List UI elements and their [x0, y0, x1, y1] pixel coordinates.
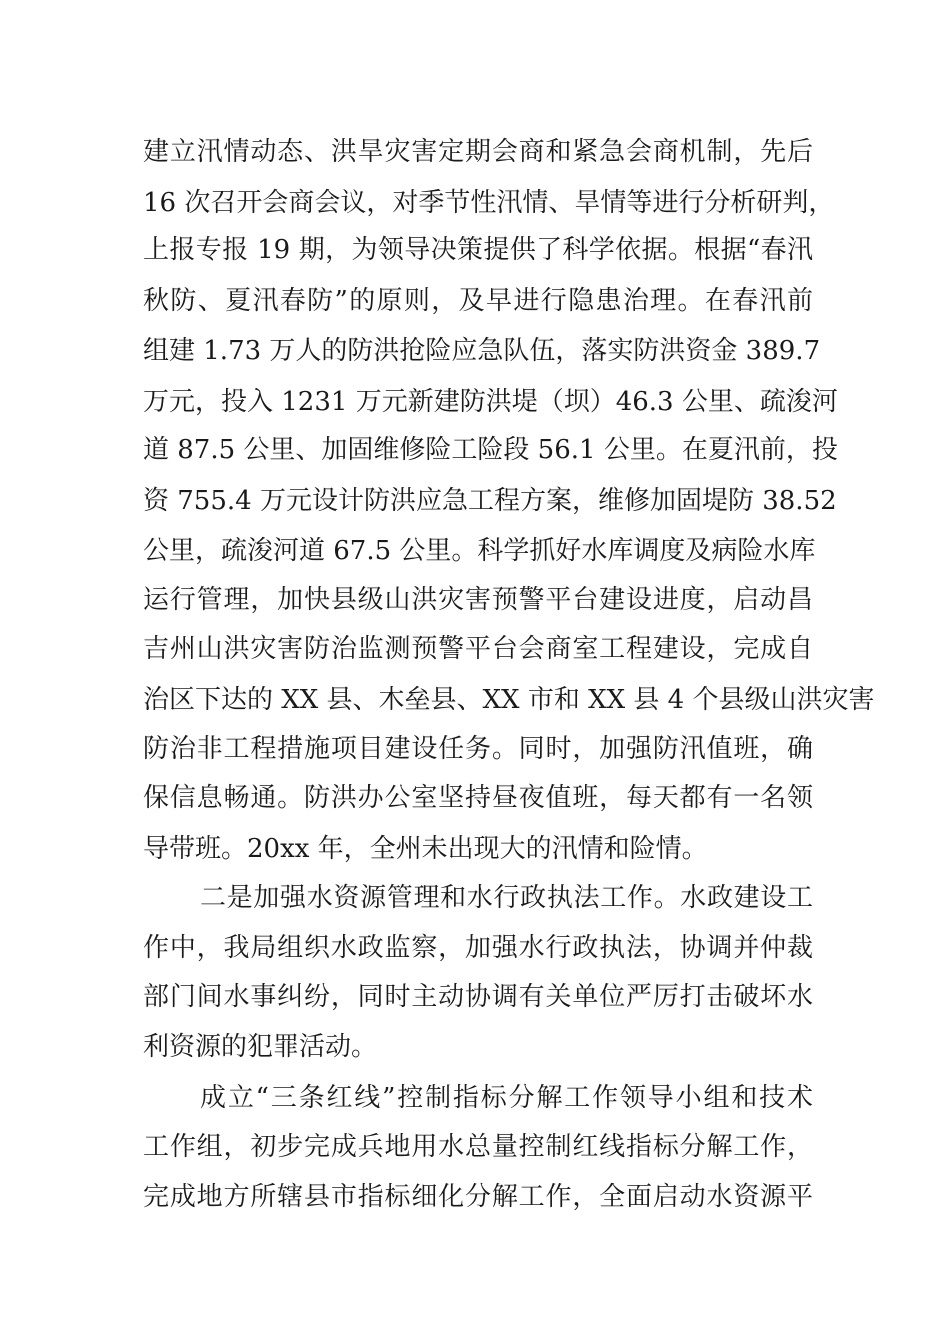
text-line: 组建 1.73 万人的防洪抢险应急队伍，落实防洪资金 389.7 — [143, 336, 821, 366]
text-line: 吉州山洪灾害防治监测预警平台会商室工程建设，完成自 — [143, 634, 813, 664]
text-line: 上报专报 19 期，为领导决策提供了科学依据。根据“春汛 — [143, 235, 813, 265]
text-line: 16 次召开会商会议，对季节性汛情、旱情等进行分析研判， — [143, 188, 835, 218]
text-line: 道 87.5 公里、加固维修险工险段 56.1 公里。在夏汛前，投 — [143, 435, 838, 465]
text-line: 保信息畅通。防洪办公室坚持昼夜值班，每天都有一名领 — [143, 783, 813, 813]
text-line: 秋防、夏汛春防”的原则，及早进行隐患治理。在春汛前 — [143, 286, 813, 316]
text-line: 万元，投入 1231 万元新建防洪堤（坝）46.3 公里、疏浚河 — [143, 387, 838, 417]
text-line: 防治非工程措施项目建设任务。同时，加强防汛值班，确 — [143, 734, 813, 764]
text-line: 治区下达的 XX 县、木垒县、XX 市和 XX 县 4 个县级山洪灾害 — [143, 685, 875, 715]
text-line: 建立汛情动态、洪旱灾害定期会商和紧急会商机制，先后 — [143, 137, 813, 167]
text-line: 部门间水事纠纷，同时主动协调有关单位严厉打击破坏水 — [143, 982, 813, 1012]
text-line: 作中，我局组织水政监察，加强水行政执法，协调并仲裁 — [143, 933, 813, 963]
text-line: 完成地方所辖县市指标细化分解工作，全面启动水资源平 — [143, 1182, 813, 1212]
text-line: 资 755.4 万元设计防洪应急工程方案，维修加固堤防 38.52 — [143, 486, 837, 516]
text-line: 导带班。20xx 年，全州未出现大的汛情和险情。 — [143, 834, 708, 864]
text-line: 利资源的犯罪活动。 — [143, 1032, 378, 1062]
text-line: 运行管理，加快县级山洪灾害预警平台建设进度，启动昌 — [143, 585, 813, 615]
text-line: 工作组，初步完成兵地用水总量控制红线指标分解工作， — [143, 1132, 813, 1162]
text-line: 公里，疏浚河道 67.5 公里。科学抓好水库调度及病险水库 — [143, 536, 816, 566]
paragraph-first-line: 成立“三条红线”控制指标分解工作领导小组和技术 — [200, 1083, 813, 1113]
paragraph-first-line: 二是加强水资源管理和水行政执法工作。水政建设工 — [200, 883, 813, 913]
